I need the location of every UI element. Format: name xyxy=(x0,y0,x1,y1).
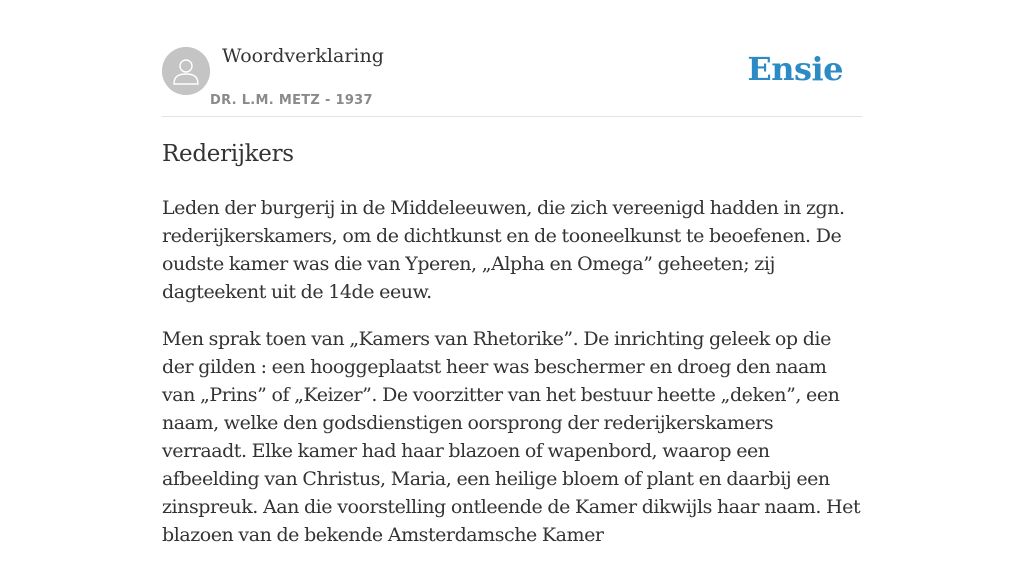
article xyxy=(162,138,862,568)
article-paragraph: Leden der burgerij in de Middeleeuwen, die zich vereenigd hadden in zgn. rederijkerskamers, om de dichtkunst en de tooneelkunst te beoefenen. De oudste kamer was die van Yperen, „Alpha en Omega” geheeten; zij dagteekent uit de 14de eeuw. xyxy=(162,197,845,303)
source-title-link[interactable]: Woordverklaring xyxy=(222,45,384,67)
user-avatar-icon xyxy=(162,47,210,95)
article-title: Rederijkers xyxy=(162,141,294,167)
brand-logo-link[interactable]: Ensie xyxy=(747,50,843,88)
source-author-year: DR. L.M. METZ - 1937 xyxy=(210,93,373,108)
source-header xyxy=(162,0,862,117)
article-paragraph: Men sprak toen van „Kamers van Rhetorike”. De inrichting geleek op die der gilden : een hooggeplaatst heer was beschermer en droeg den naam van „Prins” of „Keizer”. De voorzitter van het bestuur heette „deken”, een naam, welke den godsdienstigen oorsprong der rederijkerskamers verraadt. Elke kamer had haar blazoen of wapenbord, waarop een afbeelding van Christus, Maria, een heilige bloem of plant en daarbij een zinspreuk. Aan die voorstelling ontleende de Kamer dikwijls haar naam. Het blazoen van de bekende Amsterdamsche Kamer xyxy=(162,328,861,546)
